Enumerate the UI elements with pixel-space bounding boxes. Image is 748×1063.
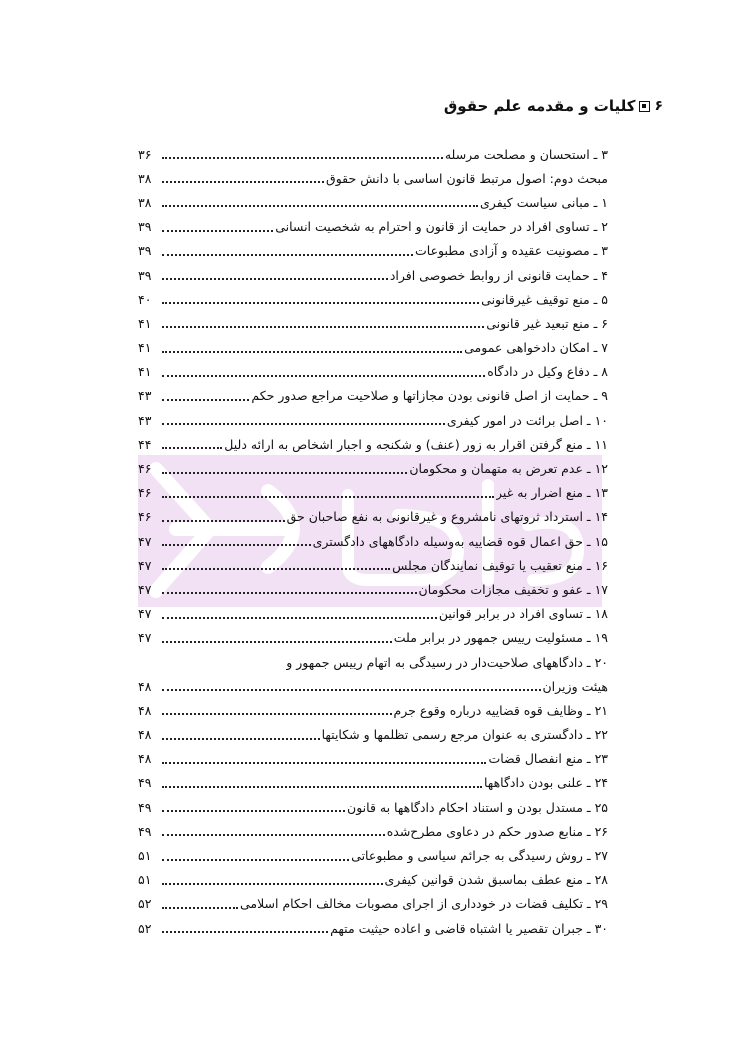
toc-entry <box>138 843 608 867</box>
toc-entry-page: ۵۲ <box>138 896 152 912</box>
toc-entry <box>138 311 608 335</box>
toc-entry-title: ۲۴ ـ علنی بودن دادگاهها <box>484 775 608 791</box>
toc-entry <box>138 674 608 698</box>
toc-entry-title: مبحث دوم: اصول مرتبط قانون اساسی با دانش حقوق <box>326 170 608 186</box>
toc-entry-title: ۸ ـ دفاع وکیل در دادگاه <box>487 364 608 380</box>
toc-entry-title: ۲۹ ـ تکلیف قضات در خودداری از اجرای مصوبات مخالف احکام اسلامی <box>239 896 608 912</box>
toc-entry-title: ۳ ـ مصونیت عقیده و آزادی مطبوعات <box>415 243 608 259</box>
toc-entry-title: ۳ ـ استحسان و مصلحت مرسله <box>444 146 608 162</box>
toc-entry <box>138 287 608 311</box>
toc-entry <box>138 360 608 384</box>
dot-leader <box>162 931 328 933</box>
toc-entry-title: ۲۷ ـ روش رسیدگی به جرائم سیاسی و مطبوعاتی <box>351 848 608 864</box>
dot-leader <box>162 568 390 570</box>
dot-leader <box>162 205 478 207</box>
toc-entry <box>138 868 608 892</box>
dot-leader <box>162 351 462 353</box>
toc-entry-title: ۱ ـ مبانی سیاست کیفری <box>480 194 608 210</box>
toc-entry-title: ۱۱ ـ منع گرفتن اقرار به زور (عنف) و شکنجه و اجبار اشخاص به ارائه دلیل <box>224 436 608 452</box>
dot-leader <box>162 399 249 401</box>
toc-entry-title: ۱۰ ـ اصل برائت در امور کیفری <box>446 412 608 428</box>
toc-entry-title: ۲۰ ـ دادگاههای صلاحیت‌دار در رسیدگی به اتهام رییس جمهور و <box>286 654 608 670</box>
toc-entry-page: ۵۱ <box>138 848 152 864</box>
toc-entry-title: ۲۵ ـ مستدل بودن و استناد احکام دادگاهها به قانون <box>347 799 608 815</box>
toc-entry <box>138 892 608 916</box>
toc-entry-page: ۴۶ <box>138 485 152 501</box>
toc-entry-title: ۵ ـ منع توقیف غیرقانونی <box>481 291 608 307</box>
toc-entry-title: ۱۴ ـ استرداد ثروتهای نامشروع و غیرقانونی به نفع صاحبان حق <box>286 509 608 525</box>
dot-leader <box>162 326 484 328</box>
toc-entry-title: ۱۵ ـ حق اعمال قوه قضاییه به‌وسیله دادگاههای دادگستری <box>312 533 608 549</box>
dot-leader <box>162 689 541 691</box>
toc-entry-title: ۱۷ ـ عفو و تخفیف مجازات محکومان <box>418 581 608 597</box>
dot-leader <box>162 641 392 643</box>
toc-entry <box>138 795 608 819</box>
dot-leader <box>162 496 494 498</box>
toc-entry <box>138 142 608 166</box>
toc-entry <box>138 723 608 747</box>
toc-entry-page: ۵۲ <box>138 920 152 936</box>
toc-entry <box>138 432 608 456</box>
dot-leader <box>162 762 486 764</box>
toc-entry-page: ۴۸ <box>138 702 152 718</box>
toc-entry <box>138 408 608 432</box>
toc-entry-title: ۴ ـ حمایت قانونی از روابط خصوصی افراد <box>389 267 608 283</box>
toc-entry-title: ۲۳ ـ منع انفصال قضات <box>488 751 608 767</box>
toc-entry-page: ۴۸ <box>138 727 152 743</box>
page-number: ۶ <box>654 98 663 114</box>
toc-entry-page: ۴۷ <box>138 557 152 573</box>
table-of-contents <box>138 142 608 940</box>
dot-leader <box>162 230 273 232</box>
toc-entry-title: هیئت وزیران <box>542 678 608 694</box>
square-bullet-icon <box>639 101 650 112</box>
toc-entry <box>138 215 608 239</box>
toc-entry <box>138 190 608 214</box>
dot-leader <box>162 713 392 715</box>
toc-entry-title: ۶ ـ منع تبعید غیر قانونی <box>486 315 608 331</box>
toc-entry <box>138 602 608 626</box>
toc-entry-title: ۱۶ ـ منع تعقیب یا توقیف نمایندگان مجلس <box>392 557 608 573</box>
dot-leader <box>162 883 383 885</box>
dot-leader <box>162 302 479 304</box>
running-header <box>444 97 663 115</box>
toc-entry-page: ۵۱ <box>138 872 152 888</box>
toc-entry <box>138 505 608 529</box>
toc-entry-page: ۴۸ <box>138 751 152 767</box>
toc-entry-page: ۴۰ <box>138 291 152 307</box>
toc-entry <box>138 626 608 650</box>
toc-entry-page: ۴۷ <box>138 630 152 646</box>
toc-entry-page: ۴۹ <box>138 775 152 791</box>
toc-entry-title: ۱۹ ـ مسئولیت رییس جمهور در برابر ملت <box>393 630 608 646</box>
toc-entry-title: ۹ ـ حمایت از اصل قانونی بودن مجازاتها و صلاحیت مراجع صدور حکم <box>251 388 608 404</box>
toc-entry-page: ۴۷ <box>138 581 152 597</box>
toc-entry-page: ۳۹ <box>138 243 152 259</box>
toc-entry-page: ۳۹ <box>138 219 152 235</box>
toc-entry <box>138 916 608 940</box>
dot-leader <box>162 375 485 377</box>
toc-entry <box>138 529 608 553</box>
toc-entry-page: ۴۴ <box>138 436 152 452</box>
toc-entry-page: ۴۳ <box>138 412 152 428</box>
toc-entry <box>138 819 608 843</box>
toc-entry-title: ۲۱ ـ وظایف قوه قضاییه درباره وقوع جرم <box>393 702 608 718</box>
dot-leader <box>162 592 417 594</box>
toc-entry <box>138 239 608 263</box>
toc-entry-page: ۳۸ <box>138 170 152 186</box>
toc-entry <box>138 384 608 408</box>
toc-entry-title: ۱۲ ـ عدم تعرض به متهمان و محکومان <box>409 461 608 477</box>
dot-leader <box>162 447 222 449</box>
toc-entry-page: ۴۹ <box>138 823 152 839</box>
toc-entry <box>138 263 608 287</box>
dot-leader <box>162 520 285 522</box>
toc-entry-page: ۴۶ <box>138 461 152 477</box>
dot-leader <box>162 810 345 812</box>
dot-leader <box>162 181 324 183</box>
toc-entry-title: ۲۸ ـ منع عطف بماسبق شدن قوانین کیفری <box>384 872 608 888</box>
dot-leader <box>162 278 388 280</box>
toc-entry-title: ۲۲ ـ دادگستری به عنوان مرجع رسمی تظلمها و شکایتها <box>321 727 608 743</box>
toc-entry <box>138 771 608 795</box>
toc-entry-page: ۴۷ <box>138 533 152 549</box>
book-title: کلیات و مقدمه علم حقوق <box>443 97 636 115</box>
toc-entry-page: ۴۹ <box>138 799 152 815</box>
toc-entry <box>138 747 608 771</box>
toc-entry-page: ۴۶ <box>138 509 152 525</box>
dot-leader <box>162 157 443 159</box>
toc-entry <box>138 481 608 505</box>
toc-entry-title: ۱۳ ـ منع اضرار به غیر <box>496 485 608 501</box>
toc-entry-title: ۷ ـ امکان دادخواهی عمومی <box>464 340 608 356</box>
dot-leader <box>162 617 437 619</box>
dot-leader <box>162 907 238 909</box>
toc-entry-page: ۴۷ <box>138 606 152 622</box>
toc-entry <box>138 336 608 360</box>
dot-leader <box>162 859 349 861</box>
toc-entry-title: ۱۸ ـ تساوی افراد در برابر قوانین <box>438 606 608 622</box>
toc-entry <box>138 698 608 722</box>
toc-entry <box>138 577 608 601</box>
toc-entry-page: ۴۱ <box>138 364 152 380</box>
toc-entry-title: ۳۰ ـ جبران تقصیر یا اشتباه قاضی و اعاده حیثیت متهم <box>330 920 608 936</box>
toc-entry <box>138 456 608 480</box>
toc-entry-page: ۴۸ <box>138 678 152 694</box>
dot-leader <box>162 738 320 740</box>
dot-leader <box>162 834 385 836</box>
toc-entry-page: ۴۱ <box>138 315 152 331</box>
dot-leader <box>162 544 311 546</box>
toc-entry <box>138 166 608 190</box>
toc-entry-title: ۲۶ ـ منابع صدور حکم در دعاوی مطرح‌شده <box>386 823 608 839</box>
toc-entry-title: ۲ ـ تساوی افراد در حمایت از قانون و احترام به شخصیت انسانی <box>275 219 608 235</box>
toc-entry-page: ۳۹ <box>138 267 152 283</box>
toc-entry-page: ۴۱ <box>138 340 152 356</box>
toc-entry-page: ۳۶ <box>138 146 152 162</box>
dot-leader <box>162 254 413 256</box>
toc-entry-page: ۴۳ <box>138 388 152 404</box>
toc-entry <box>138 553 608 577</box>
dot-leader <box>162 423 445 425</box>
toc-entry <box>138 650 608 674</box>
toc-entry-page: ۳۸ <box>138 194 152 210</box>
dot-leader <box>162 472 407 474</box>
dot-leader <box>162 786 482 788</box>
